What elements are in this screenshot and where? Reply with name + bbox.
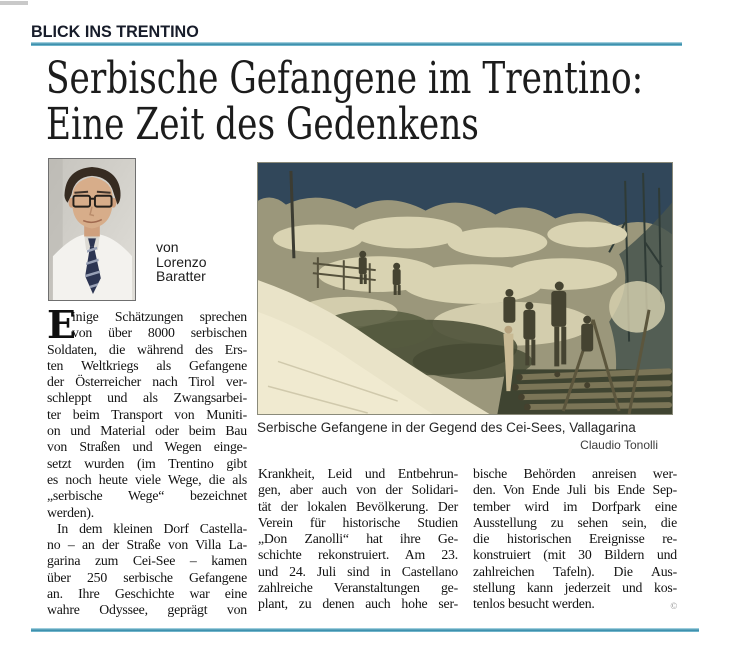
body-text-line: konstruiert (mit 30 Bildern und: [473, 547, 677, 563]
article-column-2: [258, 466, 458, 613]
article-photo: [257, 162, 673, 415]
body-text-line: inige Schätzungen sprechen: [72, 309, 247, 324]
body-text-line: Ausstellung zu sehen sein, die: [473, 514, 677, 530]
byline-first-name: Lorenzo: [156, 253, 207, 270]
body-text-line: wahre Odyssee, geprägt von: [47, 602, 247, 618]
body-text-line: stellung kann jederzeit und kos-: [473, 580, 677, 596]
historical-photo-image: [258, 163, 672, 414]
article-column-3: [473, 466, 677, 614]
body-text-line: setzt wurden (im Trentino gibt: [47, 455, 247, 471]
body-text-line: bische Behörden anreisen wer-: [473, 466, 677, 481]
body-text-line: gen, aber auch von der Solidari-: [258, 482, 458, 498]
body-text-line: zahlreichen Tafeln). Die Aus-: [473, 563, 677, 579]
byline-last-name: Baratter: [156, 268, 206, 284]
drop-cap: E: [47, 302, 76, 347]
body-text-line: den. Von Ende Juli bis Ende Sep-: [473, 482, 677, 498]
byline-prefix: von: [156, 239, 179, 255]
body-text-line: on und Material oder beim Bau: [47, 423, 247, 439]
body-text-line: ter beim Transport von Muniti-: [47, 406, 247, 422]
body-text-line: © tenlos besucht werden.: [473, 596, 677, 612]
byline: [156, 240, 207, 284]
body-text-line: werden).: [47, 504, 95, 520]
body-text-line: an. Ihre Geschichte war eine: [47, 586, 247, 602]
body-text-line: die historischen Ereignisse re-: [473, 531, 677, 547]
top-divider-rule: [31, 42, 682, 46]
body-text-line: Krankheit, Leid und Entbehrun-: [258, 466, 458, 481]
scan-edge-artifact: [0, 1, 28, 5]
body-text-line: es noch heute viele Wege, die als: [47, 471, 247, 487]
headline-line-1: Serbische Gefangene im Trentino:: [46, 53, 644, 104]
headline-line-2: Eine Zeit des Gedenkens: [46, 99, 479, 150]
body-text-line: schleppt und als Zwangsarbei-: [47, 390, 247, 406]
body-text-line: In dem kleinen Dorf Castella-: [57, 520, 247, 536]
body-text-line: der Österreicher nach Tirol ver-: [47, 374, 247, 390]
section-kicker: BLICK INS TRENTINO: [31, 22, 199, 41]
body-text-line: Verein für historische Studien: [258, 514, 458, 530]
body-text-line: ten Weltkriegs als Gefangene: [47, 357, 247, 373]
body-text-line: von über 8000 serbischen: [72, 325, 247, 341]
body-text-line: tember wird im Dorfpark eine: [473, 498, 677, 514]
article-column-1: [47, 302, 247, 619]
author-photo: [48, 158, 136, 301]
photo-credit: Claudio Tonolli: [580, 438, 658, 452]
body-text-line: „serbische Wege“ bezeichnet: [47, 488, 247, 504]
body-text-line: plant, zu denen auch hohe ser-: [258, 596, 458, 612]
photo-caption: Serbische Gefangene in der Gegend des Cei-Sees, Vallagarina: [257, 420, 636, 435]
bottom-divider-rule: [31, 628, 699, 632]
body-text-line: garina zum Cei-See – kamen: [47, 553, 247, 569]
article-end-mark: ©: [670, 601, 677, 612]
body-text-line: tät der lokalen Bevölkerung. Der: [258, 498, 458, 514]
body-text-line: von Straßen und Wegen einge-: [47, 439, 247, 455]
author-portrait-image: [49, 159, 135, 300]
body-text-line: no – an der Straße von Villa La-: [47, 537, 247, 553]
body-text-line: und 24. Juli sind in Castellano: [258, 563, 458, 579]
body-text-line: „Don Zanolli“ hat ihre Ge-: [258, 531, 458, 547]
body-text-line: über 250 serbische Gefangene: [47, 569, 247, 585]
body-text-line: Soldaten, die während des Ers-: [47, 341, 247, 357]
body-text-line: zahlreiche Veranstaltungen ge-: [258, 580, 458, 596]
article-headline: [46, 53, 644, 150]
body-text-line: schichte rekonstruiert. Am 23.: [258, 547, 458, 563]
